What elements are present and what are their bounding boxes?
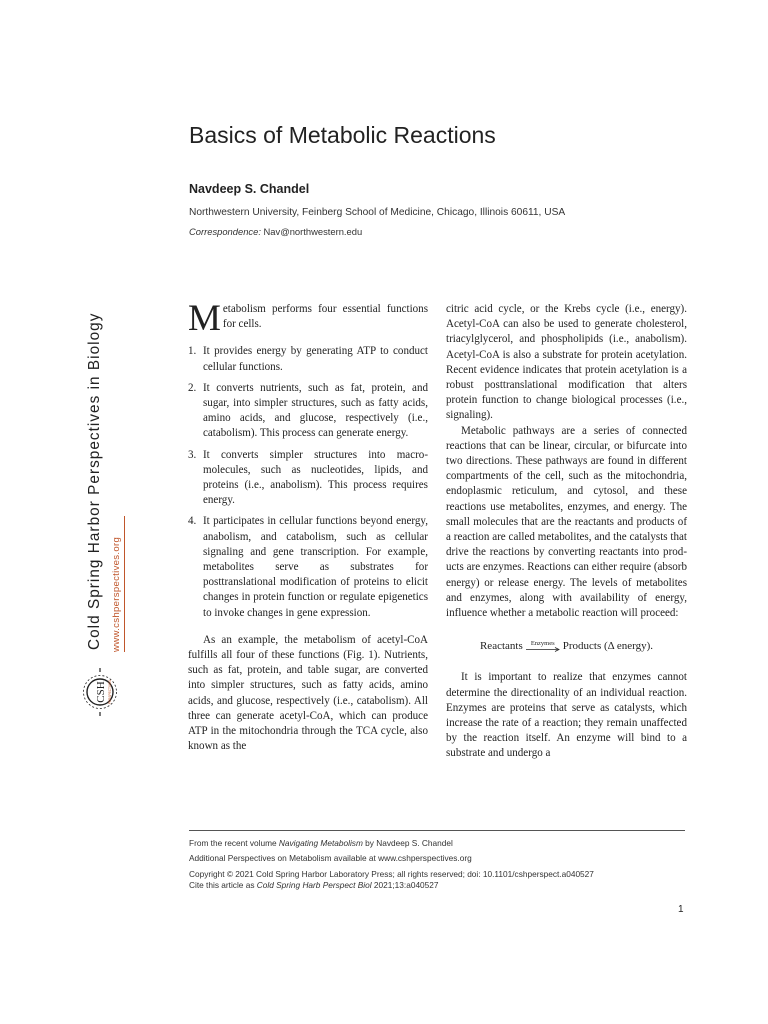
intro-text: etabolism performs four essential functions for cells. bbox=[222, 303, 428, 331]
correspondence-label: Correspondence: bbox=[189, 226, 261, 237]
footer-copyright-line: Copyright © 2021 Cold Spring Harbor Laboratory Press; all rights reserved; doi: 10.1101/cshperspect.a040527 bbox=[189, 869, 594, 879]
list-number: 3. bbox=[188, 448, 197, 461]
correspondence-email[interactable]: Nav@northwestern.edu bbox=[263, 226, 363, 237]
footer-cite-line bbox=[189, 880, 439, 890]
equation-enzymes-label: Enzymes bbox=[530, 640, 555, 648]
left-column bbox=[188, 298, 428, 754]
footer-cite-suffix: 2021;13:a040527 bbox=[371, 880, 439, 890]
reaction-equation bbox=[446, 639, 687, 654]
footer-volume-line bbox=[189, 838, 453, 848]
list-text: It participates in cellular functions beyond energy, anabolism, and catabolism, such as cellular signaling and gene transcription. For example, metabolites serve as substrates for posttranslational modification of proteins to elicit changes in protein function or regulate epigenetics to invoke changes in gene expression. bbox=[203, 515, 428, 619]
csh-logo-icon bbox=[82, 667, 118, 717]
author-affiliation: Northwestern University, Feinberg School of Medicine, Chicago, Illinois 60611, USA bbox=[189, 207, 566, 218]
article-title: Basics of Metabolic Reactions bbox=[189, 122, 496, 148]
footer-volume-title: Navigating Metabolism bbox=[278, 838, 363, 848]
list-item bbox=[188, 381, 428, 442]
website-wrapper bbox=[110, 516, 124, 652]
list-item bbox=[188, 514, 428, 620]
journal-website-link[interactable]: www.cshperspectives.org bbox=[111, 536, 122, 652]
list-text: It provides energy by generating ATP to conduct cellular functions. bbox=[203, 345, 428, 373]
functions-list bbox=[188, 344, 428, 620]
footer-rule bbox=[189, 830, 685, 831]
continued-paragraph: citric acid cycle, or the Krebs cycle (i.e., energy). Acetyl-CoA can also be used to generate cholesterol, triacylglycerol, and phospholipids (i.e., anabolism). Acetyl-CoA is also a substrate for protein acetylation. Recent evidence indicates that protein acetylation is a robust posttranslational modification that alters protein function to change biological processes (i.e., signaling). bbox=[446, 303, 687, 422]
list-item bbox=[188, 344, 428, 374]
page-number: 1 bbox=[678, 904, 684, 915]
drop-cap: M bbox=[188, 298, 221, 339]
footer-additional-line: Additional Perspectives on Metabolism available at www.cshperspectives.org bbox=[189, 853, 472, 863]
logo-letters: CSH bbox=[95, 681, 107, 703]
journal-name: Cold Spring Harbor Perspectives in Biology bbox=[86, 312, 103, 650]
website-rule bbox=[124, 516, 125, 652]
enzymes-paragraph: It is important to realize that enzymes cannot determine the directionality of an individual reaction. Enzymes are proteins that serve as catalysts, which increase the rate of a reaction; they remain unaffected by the reaction itself. An enzyme will bind to a substrate and undergo a bbox=[446, 671, 687, 760]
logo-subtext: PERSPECTIVES bbox=[108, 679, 112, 705]
list-text: It converts simpler structures into macromolecules, such as nucleotides, lipids, and proteins (i.e., anabolism). This process requires energy. bbox=[203, 448, 428, 507]
right-column bbox=[446, 302, 687, 762]
journal-name-wrapper bbox=[84, 312, 106, 650]
footer-volume-prefix: From the recent volume bbox=[189, 838, 279, 848]
footer-cite-journal: Cold Spring Harb Perspect Biol bbox=[256, 880, 372, 890]
list-text: It converts nutrients, such as fat, protein, and sugar, into simpler structures, such as fatty acids, amino acids, and glucose, respectively (i.e., catabolism). This process can generate energy. bbox=[203, 381, 428, 440]
journal-name-rotated bbox=[84, 312, 106, 650]
list-number: 1. bbox=[188, 345, 197, 358]
list-number: 4. bbox=[188, 515, 197, 528]
author-name: Navdeep S. Chandel bbox=[189, 182, 310, 196]
footer-cite-prefix: Cite this article as bbox=[189, 880, 257, 890]
list-number: 2. bbox=[188, 381, 197, 394]
pathways-paragraph: Metabolic pathways are a series of connected reactions that can be linear, circular, or bifurcate into two directions. These pathways are found in different compartments of the cell, such as the mitochondria, endoplasmic reticulum, and cytosol, and these reactions use metabolites, enzymes, and energy. The small molecules that are the reactants and products of a reaction are called metabolites, and the catalysts that drive the reactions by converting reactants into products are enzymes. Reactions can either require (absorb energy) or release energy. The levels of metabolites and enzymes, along with availability of energy, influence whether a metabolic reaction will proceed: bbox=[446, 424, 687, 620]
equation-arrow bbox=[526, 640, 560, 652]
intro-paragraph bbox=[188, 298, 428, 339]
equation-products: Products (Δ energy). bbox=[562, 640, 654, 653]
csh-logo bbox=[82, 667, 118, 717]
correspondence-line bbox=[189, 226, 362, 237]
right-arrow-icon bbox=[526, 647, 560, 652]
list-item bbox=[188, 448, 428, 509]
acetyl-coa-paragraph: As an example, the metabolism of acetyl-CoA fulfills all four of these functions (Fig. 1). Nutrients, such as fat, protein, and table sugar, are converted into simpler structures, such as fatty acids, amino acids, and glucose, respectively (i.e., catabolism). All three can generate acetyl-CoA, which can produce ATP in the mitochondria through the TCA cycle, also known as the bbox=[188, 633, 428, 753]
equation-reactants: Reactants bbox=[479, 640, 523, 653]
footer-volume-suffix: by Navdeep S. Chandel bbox=[362, 838, 453, 848]
website-rotated bbox=[110, 516, 124, 652]
